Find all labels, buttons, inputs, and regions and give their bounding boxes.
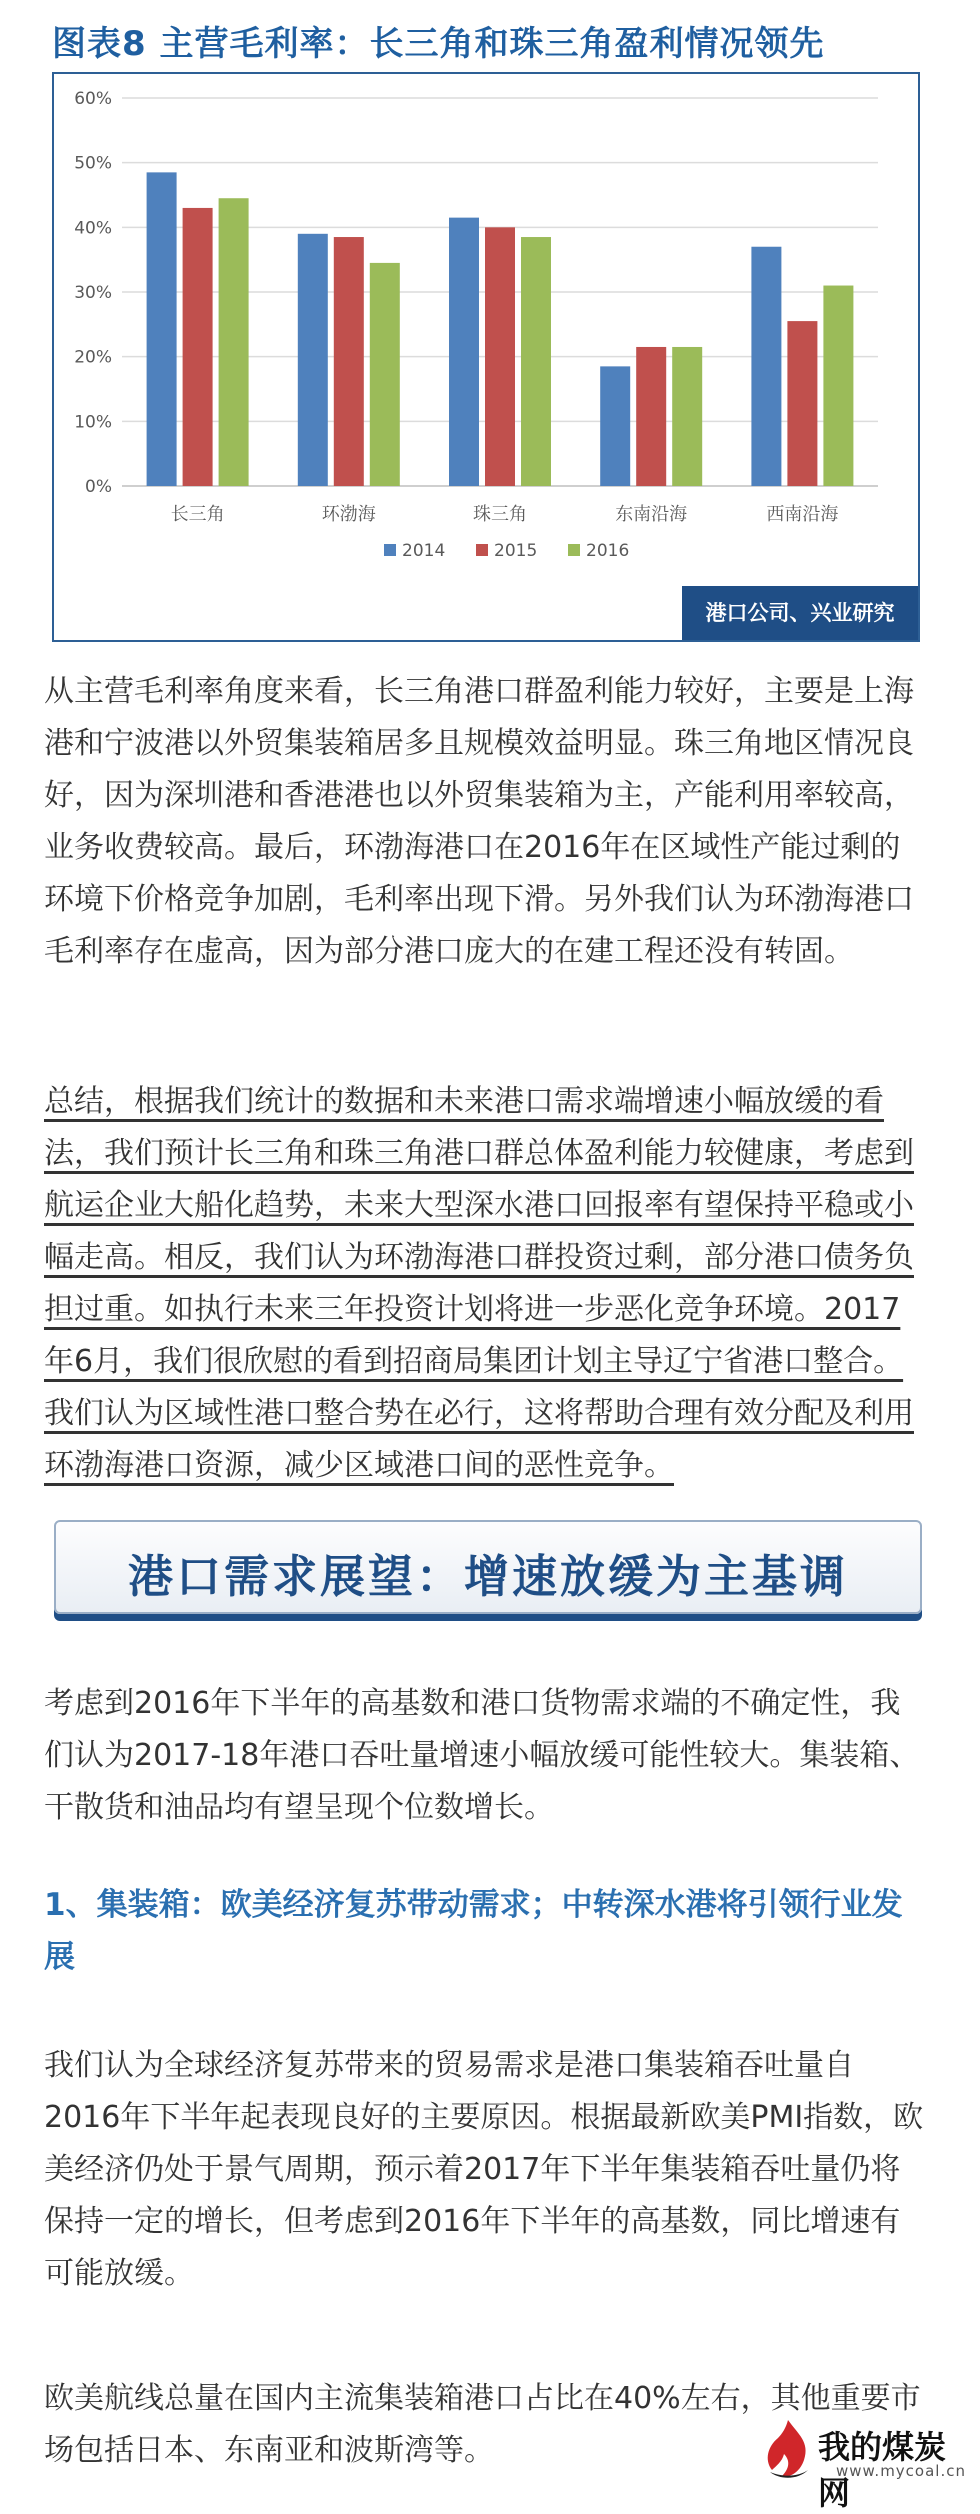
bar <box>219 198 249 486</box>
x-tick-label: 长三角 <box>170 504 225 525</box>
figure-title: 图表8 主营毛利率：长三角和珠三角盈利情况领先 <box>52 24 825 64</box>
bar <box>183 208 213 486</box>
bar <box>823 286 853 486</box>
bar <box>485 227 515 486</box>
y-tick-label: 50% <box>74 153 112 174</box>
chart-canvas <box>54 74 918 640</box>
legend-label: 2014 <box>402 541 446 561</box>
y-tick-label: 20% <box>74 347 112 368</box>
x-tick-label: 东南沿海 <box>615 504 688 525</box>
bar <box>370 263 400 486</box>
bar <box>600 366 630 486</box>
paragraph-summary: 总结，根据我们统计的数据和未来港口需求端增速小幅放缓的看法，我们预计长三角和珠三角港口群总体盈利能力较健康，考虑到航运企业大船化趋势，未来大型深水港口回报率有望保持平稳或小幅走高。相反，我们认为环渤海港口群投资过剩，部分港口债务负担过重。如执行未来三年投资计划将进一步恶化竞争环境。2017年6月，我们很欣慰的看到招商局集团计划主导辽宁省港口整合。我们认为区域性港口整合势在必行，这将帮助合理有效分配及利用环渤海港口资源，减少区域港口间的恶性竞争。 <box>44 1084 914 1483</box>
bar <box>521 237 551 486</box>
banner-title: 港口需求展望：增速放缓为主基调 <box>127 1550 848 1603</box>
paragraph-container-demand: 我们认为全球经济复苏带来的贸易需求是港口集装箱吞吐量自2016年下半年起表现良好的主要原因。根据最新欧美PMI指数，欧美经济仍处于景气周期，预示着2017年下半年集装箱吞吐量仍将保持一定的增长，但考虑到2016年下半年的高基数，同比增速有可能放缓。 <box>44 2048 924 2291</box>
legend-swatch <box>384 544 396 556</box>
paragraph-routes: 欧美航线总量在国内主流集装箱港口占比在40%左右，其他重要市场包括日本、东南亚和波斯湾等。 <box>44 2381 921 2468</box>
y-tick-label: 0% <box>85 477 112 497</box>
section-heading-container: 1、集装箱：欧美经济复苏带动需求；中转深水港将引领行业发展 <box>44 1887 903 1975</box>
paragraph-outlook: 考虑到2016年下半年的高基数和港口货物需求端的不确定性，我们认为2017-18年港口吞吐量增速小幅放缓可能性较大。集装箱、干散货和油品均有望呈现个位数增长。 <box>44 1686 920 1825</box>
watermark-url: www.mycoal.cn <box>836 2462 966 2480</box>
bar <box>147 172 177 486</box>
y-tick-label: 40% <box>74 218 112 239</box>
y-tick-label: 10% <box>74 412 112 433</box>
bar <box>751 247 781 486</box>
flame-icon <box>760 2416 816 2482</box>
bar <box>636 347 666 486</box>
bar <box>449 218 479 486</box>
legend-label: 2015 <box>494 541 538 561</box>
legend-swatch <box>476 544 488 556</box>
x-tick-label: 西南沿海 <box>766 504 839 525</box>
bar <box>334 237 364 486</box>
legend-swatch <box>568 544 580 556</box>
watermark-name: 我的煤炭网 <box>818 2428 947 2512</box>
watermark-logo <box>760 2414 975 2512</box>
y-tick-label: 60% <box>74 89 112 109</box>
bar <box>787 321 817 486</box>
y-tick-label: 30% <box>74 283 112 303</box>
bar <box>672 347 702 486</box>
x-tick-label: 珠三角 <box>473 504 527 525</box>
paragraph-gross-margin: 从主营毛利率角度来看，长三角港口群盈利能力较好，主要是上海港和宁波港以外贸集装箱居多且规模效益明显。珠三角地区情况良好，因为深圳港和香港港也以外贸集装箱为主，产能利用率较高，业务收费较高。最后，环渤海港口在2016年在区域性产能过剩的环境下价格竞争加剧，毛利率出现下滑。另外我们认为环渤海港口毛利率存在虚高，因为部分港口庞大的在建工程还没有转固。 <box>44 674 914 969</box>
chart-source-label: 港口公司、兴业研究 <box>682 586 918 640</box>
bar-chart <box>52 72 920 642</box>
legend-label: 2016 <box>586 541 630 561</box>
x-tick-label: 环渤海 <box>321 504 376 525</box>
bar <box>298 234 328 486</box>
section-banner <box>54 1520 922 1614</box>
